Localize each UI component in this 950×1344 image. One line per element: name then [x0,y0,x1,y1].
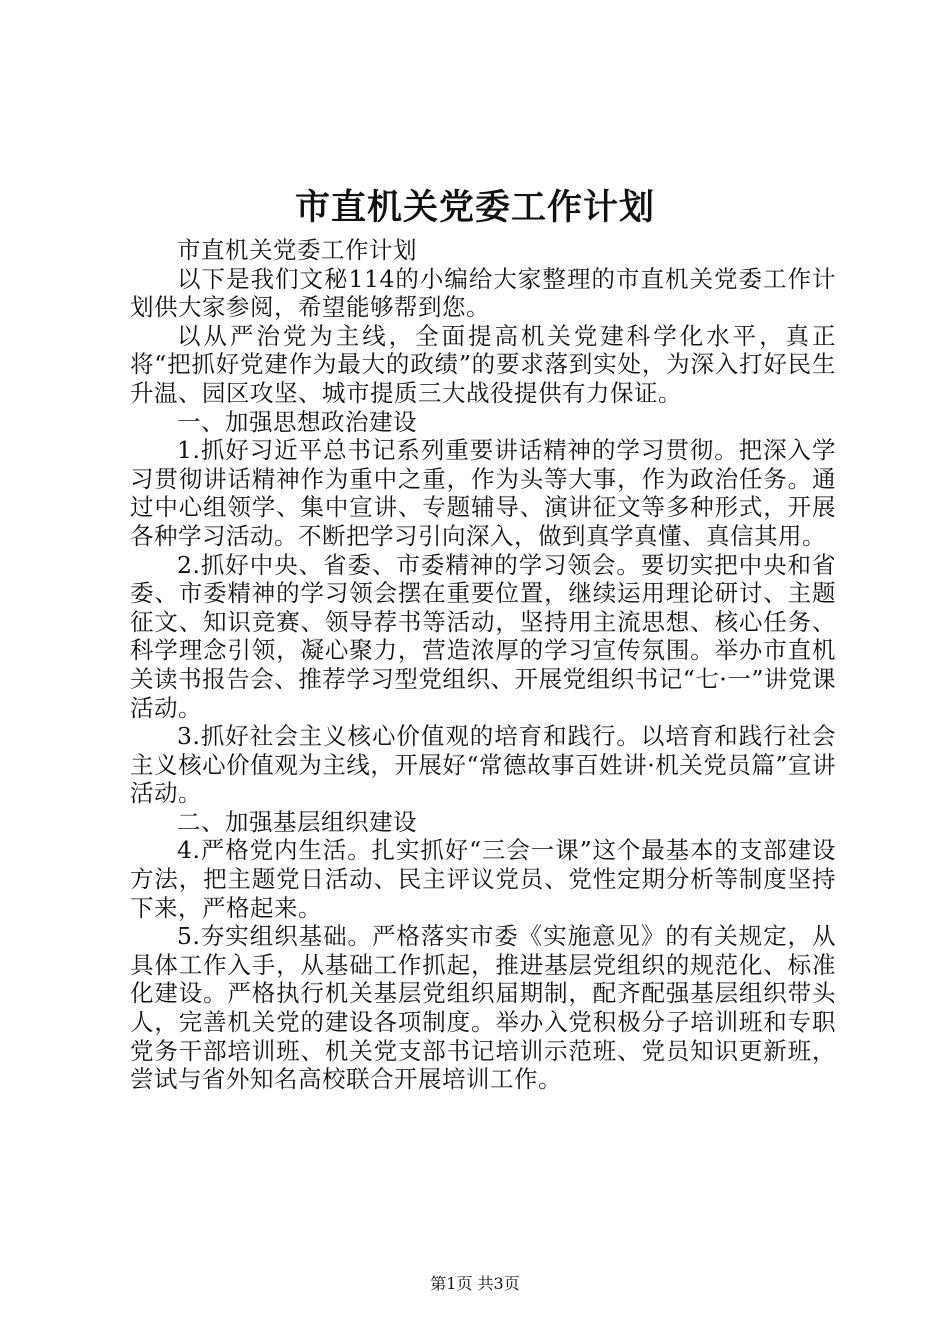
paragraph: 1.抓好习近平总书记系列重要讲话精神的学习贯彻。把深入学习贯彻讲话精神作为重中之重，作为头等大事，作为政治任务。通过中心组领学、集中宣讲、专题辅导、演讲征文等多种形式，开展各种学习活动。不断把学习引向深入，做到真学真懂、真信其用。 [130,436,836,550]
document-title: 市直机关党委工作计划 [294,187,655,228]
paragraph: 市直机关党委工作计划 [177,236,417,264]
paragraph: 2.抓好中央、省委、市委精神的学习领会。要切实把中央和省委、市委精神的学习领会摆在重要位置，继续运用理论研讨、主题征文、知识竞赛、领导荐书等活动，坚持用主流思想、核心任务、科学理念引领，凝心聚力，营造浓厚的学习宣传氛围。举办市直机关读书报告会、推荐学习型党组织、开展党组织书记“七·一”讲党课活动。 [130,550,836,722]
paragraph: 5.夯实组织基础。严格落实市委《实施意见》的有关规定，从具体工作入手，从基础工作抓起，推进基层党组织的规范化、标准化建设。严格执行机关基层党组织届期制，配齐配强基层组织带头人，完善机关党的建设各项制度。举办入党积极分子培训班和专职党务干部培训班、机关党支部书记培训示范班、党员知识更新班，尝试与省外知名高校联合开展培训工作。 [130,922,836,1094]
document-body [130,236,836,1094]
paragraph: 以从严治党为主线，全面提高机关党建科学化水平，真正将“把抓好党建作为最大的政绩”的要求落到实处，为深入打好民生升温、园区攻坚、城市提质三大战役提供有力保证。 [130,321,836,407]
paragraph: 以下是我们文秘114的小编给大家整理的市直机关党委工作计划供大家参阅，希望能够帮到您。 [130,264,836,322]
page-indicator: 第1页 共3页 [430,1274,520,1293]
page-footer [0,1274,950,1294]
section-heading: 二、加强基层组织建设 [177,807,417,836]
paragraph: 4.严格党内生活。扎实抓好“三会一课”这个最基本的支部建设方法，把主题党日活动、民主评议党员、党性定期分析等制度坚持下来，严格起来。 [130,836,836,922]
paragraph: 3.抓好社会主义核心价值观的培育和践行。以培育和践行社会主义核心价值观为主线，开展好“常德故事百姓讲·机关党员篇”宣讲活动。 [130,722,836,808]
section-heading: 一、加强思想政治建设 [177,407,417,436]
